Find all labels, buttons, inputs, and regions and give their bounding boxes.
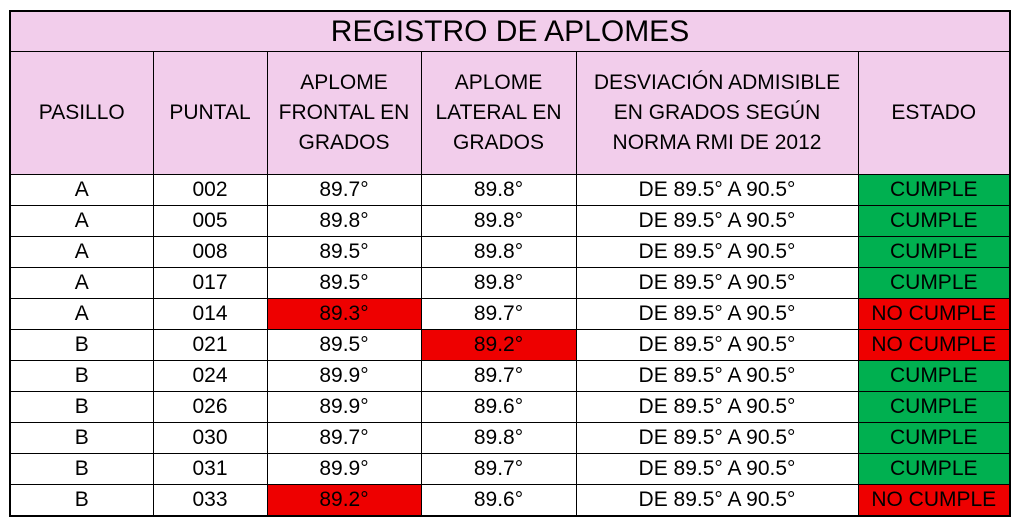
- desviacion-cell: DE 89.5° A 90.5°: [576, 206, 858, 237]
- table-row: [10, 330, 1010, 361]
- aplome-frontal-cell: 89.5°: [267, 237, 421, 268]
- aplome-lateral-cell: 89.8°: [421, 268, 576, 299]
- table-row: [10, 454, 1010, 485]
- estado-cell: NO CUMPLE: [858, 330, 1010, 361]
- puntal-cell: 014: [153, 299, 267, 330]
- estado-cell: NO CUMPLE: [858, 299, 1010, 330]
- estado-cell: CUMPLE: [858, 175, 1010, 206]
- estado-cell: CUMPLE: [858, 454, 1010, 485]
- aplome-lateral-cell: 89.7°: [421, 299, 576, 330]
- pasillo-cell: B: [10, 392, 153, 423]
- puntal-cell: 033: [153, 485, 267, 517]
- aplome-frontal-cell: 89.2°: [267, 485, 421, 517]
- pasillo-cell: B: [10, 454, 153, 485]
- table-row: [10, 206, 1010, 237]
- estado-cell: CUMPLE: [858, 206, 1010, 237]
- desviacion-cell: DE 89.5° A 90.5°: [576, 361, 858, 392]
- desviacion-cell: DE 89.5° A 90.5°: [576, 299, 858, 330]
- desviacion-cell: DE 89.5° A 90.5°: [576, 485, 858, 517]
- desviacion-cell: DE 89.5° A 90.5°: [576, 423, 858, 454]
- aplomes-table: [9, 10, 1011, 517]
- aplome-frontal-cell: 89.7°: [267, 175, 421, 206]
- pasillo-cell: A: [10, 299, 153, 330]
- table-row: [10, 175, 1010, 206]
- pasillo-cell: B: [10, 423, 153, 454]
- header-desviacion: DESVIACIÓN ADMISIBLE EN GRADOS SEGÚN NORMA RMI DE 2012: [576, 52, 858, 175]
- pasillo-cell: A: [10, 206, 153, 237]
- table-row: [10, 423, 1010, 454]
- desviacion-cell: DE 89.5° A 90.5°: [576, 454, 858, 485]
- aplome-lateral-cell: 89.8°: [421, 423, 576, 454]
- aplome-lateral-cell: 89.6°: [421, 485, 576, 517]
- aplome-frontal-cell: 89.9°: [267, 392, 421, 423]
- puntal-cell: 026: [153, 392, 267, 423]
- pasillo-cell: A: [10, 268, 153, 299]
- table-row: [10, 237, 1010, 268]
- aplome-frontal-cell: 89.9°: [267, 454, 421, 485]
- aplome-frontal-cell: 89.7°: [267, 423, 421, 454]
- aplome-lateral-cell: 89.7°: [421, 454, 576, 485]
- aplome-frontal-cell: 89.8°: [267, 206, 421, 237]
- puntal-cell: 024: [153, 361, 267, 392]
- header-aplome-frontal: APLOME FRONTAL EN GRADOS: [267, 52, 421, 175]
- table-row: [10, 485, 1010, 517]
- table-row: [10, 268, 1010, 299]
- estado-cell: CUMPLE: [858, 392, 1010, 423]
- table-row: [10, 299, 1010, 330]
- table-title: REGISTRO DE APLOMES: [10, 11, 1010, 52]
- aplome-frontal-cell: 89.3°: [267, 299, 421, 330]
- aplome-lateral-cell: 89.8°: [421, 237, 576, 268]
- table-row: [10, 361, 1010, 392]
- estado-cell: CUMPLE: [858, 423, 1010, 454]
- desviacion-cell: DE 89.5° A 90.5°: [576, 175, 858, 206]
- estado-cell: NO CUMPLE: [858, 485, 1010, 517]
- pasillo-cell: A: [10, 175, 153, 206]
- puntal-cell: 002: [153, 175, 267, 206]
- header-aplome-lateral: APLOME LATERAL EN GRADOS: [421, 52, 576, 175]
- pasillo-cell: B: [10, 485, 153, 517]
- header-puntal: PUNTAL: [153, 52, 267, 175]
- aplome-frontal-cell: 89.5°: [267, 330, 421, 361]
- aplome-frontal-cell: 89.5°: [267, 268, 421, 299]
- aplome-lateral-cell: 89.6°: [421, 392, 576, 423]
- estado-cell: CUMPLE: [858, 237, 1010, 268]
- table-row: [10, 392, 1010, 423]
- desviacion-cell: DE 89.5° A 90.5°: [576, 268, 858, 299]
- aplome-lateral-cell: 89.8°: [421, 206, 576, 237]
- desviacion-cell: DE 89.5° A 90.5°: [576, 392, 858, 423]
- aplome-lateral-cell: 89.2°: [421, 330, 576, 361]
- estado-cell: CUMPLE: [858, 268, 1010, 299]
- puntal-cell: 017: [153, 268, 267, 299]
- puntal-cell: 031: [153, 454, 267, 485]
- pasillo-cell: B: [10, 330, 153, 361]
- desviacion-cell: DE 89.5° A 90.5°: [576, 330, 858, 361]
- aplome-lateral-cell: 89.7°: [421, 361, 576, 392]
- pasillo-cell: B: [10, 361, 153, 392]
- puntal-cell: 008: [153, 237, 267, 268]
- header-pasillo: PASILLO: [10, 52, 153, 175]
- desviacion-cell: DE 89.5° A 90.5°: [576, 237, 858, 268]
- pasillo-cell: A: [10, 237, 153, 268]
- estado-cell: CUMPLE: [858, 361, 1010, 392]
- header-estado: ESTADO: [858, 52, 1010, 175]
- aplome-lateral-cell: 89.8°: [421, 175, 576, 206]
- puntal-cell: 021: [153, 330, 267, 361]
- puntal-cell: 005: [153, 206, 267, 237]
- aplome-frontal-cell: 89.9°: [267, 361, 421, 392]
- puntal-cell: 030: [153, 423, 267, 454]
